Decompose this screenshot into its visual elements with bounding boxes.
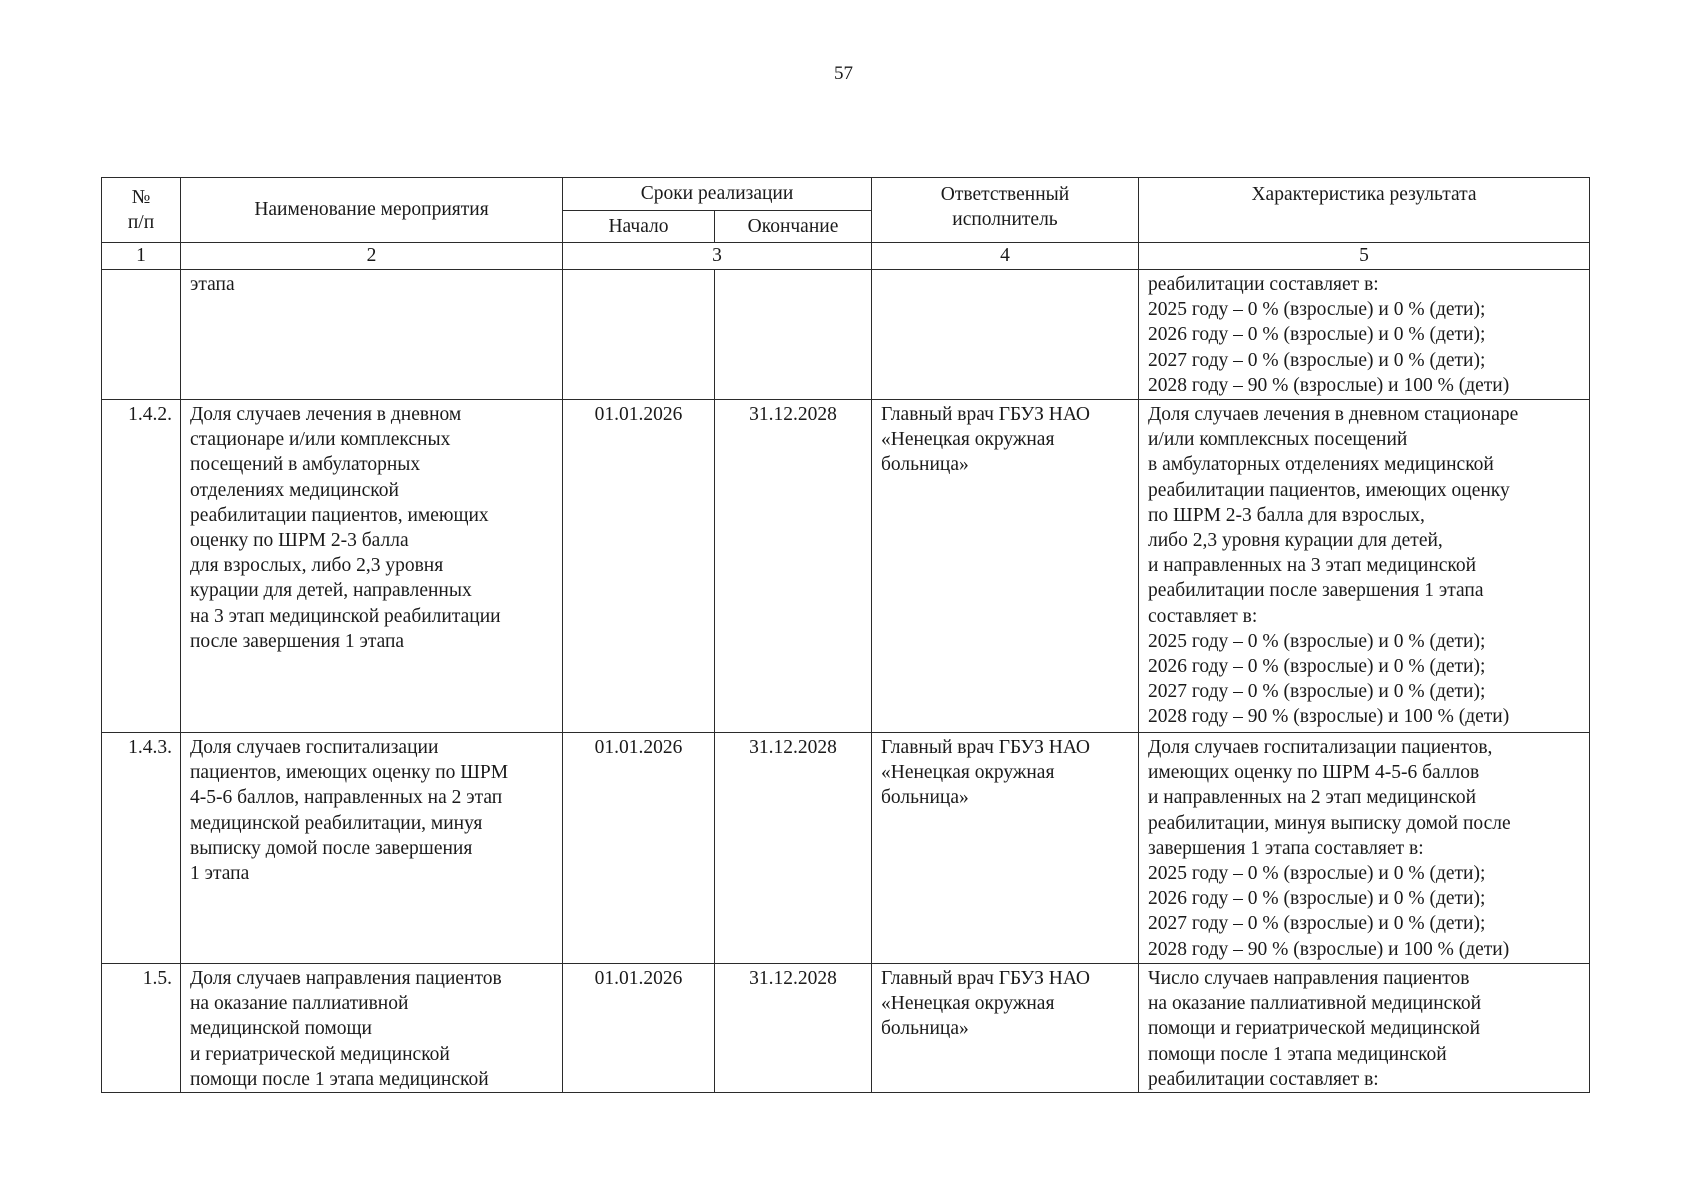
header-end-cell xyxy=(715,211,872,243)
measure-name-line: оценку по ШРМ 2-3 балла xyxy=(190,530,409,552)
result-line: 2025 году – 0 % (взрослые) и 0 % (дети); xyxy=(1148,299,1486,321)
table-row xyxy=(102,733,1590,964)
measure-name-line: на оказание паллиативной xyxy=(190,993,409,1015)
result-line: по ШРМ 2-3 балла для взрослых, xyxy=(1148,504,1425,526)
responsible-line: больница» xyxy=(881,454,969,476)
result-description xyxy=(1139,400,1590,733)
column-number: 2 xyxy=(181,243,563,270)
responsible-line: Главный врач ГБУЗ НАО xyxy=(881,404,1091,425)
responsible-line: больница» xyxy=(881,1018,969,1040)
responsible-executor xyxy=(872,964,1139,1093)
result-line: помощи и гериатрической медицинской xyxy=(1148,1018,1481,1040)
result-line: Доля случаев лечения в дневном стационаре xyxy=(1148,404,1519,425)
header-name-cell xyxy=(181,178,563,243)
header-start-label: Начало xyxy=(608,215,669,237)
responsible-line: больница» xyxy=(881,787,969,809)
result-line: реабилитации составляет в: xyxy=(1148,1068,1379,1090)
header-start-cell xyxy=(563,211,715,243)
measure-name-line: 4-5-6 баллов, направленных на 2 этап xyxy=(190,787,503,809)
row-number: 1.4.3. xyxy=(102,733,181,964)
responsible-executor xyxy=(872,400,1139,733)
header-result-label: Характеристика результата xyxy=(1251,184,1477,205)
result-line: 2025 году – 0 % (взрослые) и 0 % (дети); xyxy=(1148,630,1486,652)
header-num-line: п/п xyxy=(127,212,155,233)
measure-name-line: 1 этапа xyxy=(190,863,250,885)
measure-name-line: помощи после 1 этапа медицинской xyxy=(190,1068,489,1090)
result-line: на оказание паллиативной медицинской xyxy=(1148,993,1482,1015)
responsible-line: Главный врач ГБУЗ НАО xyxy=(881,737,1091,758)
table-row xyxy=(102,400,1590,733)
responsible-line: «Ненецкая окружная xyxy=(881,429,1055,451)
result-line: 2026 году – 0 % (взрослые) и 0 % (дети); xyxy=(1148,656,1486,678)
result-line: реабилитации после завершения 1 этапа xyxy=(1148,580,1484,602)
column-number: 1 xyxy=(102,243,181,270)
page-number: 57 xyxy=(834,63,853,84)
result-line: реабилитации составляет в: xyxy=(1148,274,1379,295)
measure-name-line: Доля случаев лечения в дневном xyxy=(190,404,462,425)
measure-name-line: стационаре и/или комплексных xyxy=(190,429,451,451)
measure-name-line: и гериатрической медицинской xyxy=(190,1043,450,1065)
start-date: 01.01.2026 xyxy=(563,400,715,733)
measure-name xyxy=(181,964,563,1093)
measure-name xyxy=(181,270,563,400)
result-line: 2027 году – 0 % (взрослые) и 0 % (дети); xyxy=(1148,913,1486,935)
measure-name xyxy=(181,733,563,964)
result-line: реабилитации пациентов, имеющих оценку xyxy=(1148,479,1510,501)
measure-name-line: Доля случаев направления пациентов xyxy=(190,968,502,989)
measure-name-line: медицинской помощи xyxy=(190,1018,372,1040)
measure-name-line: после завершения 1 этапа xyxy=(190,630,405,652)
result-line: имеющих оценку по ШРМ 4-5-6 баллов xyxy=(1148,762,1480,784)
result-line: 2027 году – 0 % (взрослые) и 0 % (дети); xyxy=(1148,349,1486,371)
header-end-label: Окончание xyxy=(747,215,839,237)
result-line: в амбулаторных отделениях медицинской xyxy=(1148,454,1494,476)
measure-name xyxy=(181,400,563,733)
responsible-line: «Ненецкая окружная xyxy=(881,993,1055,1015)
start-date: 01.01.2026 xyxy=(563,733,715,964)
row-number: 1.4.2. xyxy=(102,400,181,733)
end-date: 31.12.2028 xyxy=(715,400,872,733)
result-line: завершения 1 этапа составляет в: xyxy=(1148,837,1424,859)
table-row xyxy=(102,964,1590,1093)
result-line: реабилитации, минуя выписку домой после xyxy=(1148,812,1511,834)
result-line: либо 2,3 уровня курации для детей, xyxy=(1148,530,1443,552)
end-date: 31.12.2028 xyxy=(715,964,872,1093)
start-date: 01.01.2026 xyxy=(563,964,715,1093)
measure-name-line: этапа xyxy=(190,274,235,295)
responsible-line: «Ненецкая окружная xyxy=(881,762,1055,784)
result-line: 2026 году – 0 % (взрослые) и 0 % (дети); xyxy=(1148,888,1486,910)
measure-name-line: посещений в амбулаторных xyxy=(190,454,421,476)
result-line: 2028 году – 90 % (взрослые) и 100 % (дети) xyxy=(1148,374,1510,396)
result-description xyxy=(1139,733,1590,964)
result-line: и направленных на 2 этап медицинской xyxy=(1148,787,1477,809)
header-responsible-line: Ответственный xyxy=(940,184,1070,205)
responsible-line: Главный врач ГБУЗ НАО xyxy=(881,968,1091,989)
measure-name-line: отделениях медицинской xyxy=(190,479,399,501)
end-date xyxy=(715,270,872,400)
measure-name-line: для взрослых, либо 2,3 уровня xyxy=(190,555,444,577)
column-number: 3 xyxy=(563,243,872,270)
result-line: составляет в: xyxy=(1148,605,1258,627)
result-line: 2025 году – 0 % (взрослые) и 0 % (дети); xyxy=(1148,863,1486,885)
header-terms-cell xyxy=(563,178,872,211)
table-row xyxy=(102,270,1590,400)
measure-name-line: медицинской реабилитации, минуя xyxy=(190,812,483,834)
measure-name-line: пациентов, имеющих оценку по ШРМ xyxy=(190,762,509,784)
result-line: 2028 году – 90 % (взрослые) и 100 % (дети) xyxy=(1148,938,1510,960)
header-name-label: Наименование мероприятия xyxy=(254,199,489,221)
result-line: и направленных на 3 этап медицинской xyxy=(1148,555,1477,577)
row-number: 1.5. xyxy=(102,964,181,1093)
result-line: Доля случаев госпитализации пациентов, xyxy=(1148,737,1493,758)
result-line: помощи после 1 этапа медицинской xyxy=(1148,1043,1447,1065)
result-line: 2026 году – 0 % (взрослые) и 0 % (дети); xyxy=(1148,324,1486,346)
header-responsible-cell xyxy=(872,178,1139,243)
header-num-line: № xyxy=(131,186,151,208)
row-number xyxy=(102,270,181,400)
header-terms-label: Сроки реализации xyxy=(640,183,794,205)
measure-name-line: на 3 этап медицинской реабилитации xyxy=(190,605,501,627)
result-line: 2027 году – 0 % (взрослые) и 0 % (дети); xyxy=(1148,681,1486,703)
measure-name-line: Доля случаев госпитализации xyxy=(190,737,439,758)
measure-name-line: реабилитации пациентов, имеющих xyxy=(190,504,489,526)
result-line: и/или комплексных посещений xyxy=(1148,429,1408,451)
start-date xyxy=(563,270,715,400)
measure-name-line: курации для детей, направленных xyxy=(190,580,472,602)
header-result-cell xyxy=(1139,178,1590,243)
responsible-executor xyxy=(872,270,1139,400)
result-line: Число случаев направления пациентов xyxy=(1148,968,1470,989)
measures-table xyxy=(101,177,1590,1093)
end-date: 31.12.2028 xyxy=(715,733,872,964)
header-num-cell xyxy=(102,178,181,243)
column-number: 4 xyxy=(872,243,1139,270)
measure-name-line: выписку домой после завершения xyxy=(190,837,473,859)
result-line: 2028 году – 90 % (взрослые) и 100 % (дети) xyxy=(1148,706,1510,728)
result-description xyxy=(1139,964,1590,1093)
result-description xyxy=(1139,270,1590,400)
column-number: 5 xyxy=(1139,243,1590,270)
responsible-executor xyxy=(872,733,1139,964)
header-responsible-line: исполнитель xyxy=(952,209,1058,231)
